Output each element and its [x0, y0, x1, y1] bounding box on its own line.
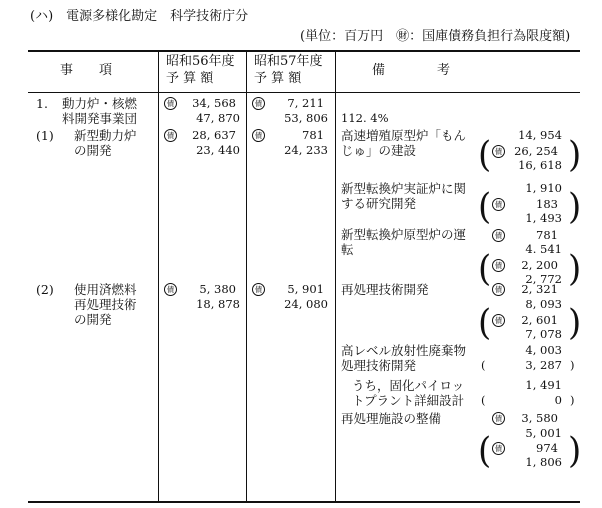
row1-1-fy56-kokusai: 債 28, 637	[164, 129, 236, 142]
remark-waste-v2: 3, 287	[525, 358, 562, 372]
row1-fy56-kokusai: 債 34, 568	[164, 97, 236, 110]
remark-atr-operation-line1: 新型転換炉原型炉の運	[341, 227, 467, 242]
row1-2-fy57-value: 24, 080	[284, 297, 328, 311]
remark-atr-operation-v1: 債 781	[492, 229, 558, 242]
kokusai-mark-icon: 債	[252, 283, 265, 296]
remark-fbr-v2: 債 26, 254	[492, 145, 558, 158]
kokusai-mark-icon: 債	[164, 129, 177, 142]
remark-pilot-line2: トプラント詳細設計	[352, 393, 465, 408]
header-bottom-rule	[28, 92, 580, 93]
row1-fy57-kokusai: 債 7, 211	[252, 97, 324, 110]
remark-facility-v4: 1, 806	[525, 455, 562, 469]
section-title: (ハ) 電源多様化勘定 科学技術庁分	[30, 9, 249, 24]
header-remarks: 備 考	[372, 63, 451, 78]
row1-1-fy56-value: 23, 440	[196, 143, 240, 157]
row1-1-label-line1: 新型動力炉	[74, 128, 137, 143]
row1-1-fy57-value: 24, 233	[284, 143, 328, 157]
kokusai-mark-icon: 債	[492, 314, 505, 327]
kokusai-mark-icon: 債	[252, 97, 265, 110]
paren-left-icon: (	[481, 358, 486, 372]
kokusai-mark-icon: 債	[164, 97, 177, 110]
remark-reprocessing-v3: 債 2, 601	[492, 314, 558, 327]
row1-fy57-value: 53, 806	[284, 111, 328, 125]
remark-facility-v3: 債 974	[492, 442, 558, 455]
remark-atr-research-v3: 1, 493	[525, 211, 562, 225]
paren-left-icon: (	[481, 393, 486, 407]
header-fy57-line2: 予 算 額	[254, 71, 302, 86]
remark-pilot-line1: うち，固化パイロッ	[352, 378, 465, 393]
remark-fbr-line2: じゅ」の建設	[341, 143, 417, 158]
remark-waste-v1: 4, 003	[525, 343, 562, 357]
units-note: (単位：百万円 ㊖：国庫債務負担行為限度額)	[300, 29, 571, 44]
header-fy56-line2: 予 算 額	[166, 71, 214, 86]
remark-pilot-v2: 0	[554, 393, 562, 407]
row1-number: 1.	[36, 96, 48, 111]
paren-left-icon: (	[478, 134, 492, 176]
remark-atr-research-v2: 債 183	[492, 198, 558, 211]
paren-right-icon: )	[570, 358, 575, 372]
remark-atr-operation-line2: 転	[341, 242, 354, 257]
remark-fbr-v3: 16, 618	[518, 158, 562, 172]
remark-pilot-v1: 1, 491	[525, 378, 562, 392]
remark-facility-line1: 再処理施設の整備	[341, 411, 442, 426]
paren-right-icon: )	[568, 186, 582, 228]
kokusai-mark-icon: 債	[492, 229, 505, 242]
col-divider-3	[335, 50, 336, 502]
kokusai-mark-icon: 債	[492, 198, 505, 211]
remark-fbr-v1: 14, 954	[518, 128, 562, 142]
row1-2-number: (2)	[36, 282, 54, 297]
paren-left-icon: (	[478, 302, 492, 344]
header-fy57-line1: 昭和57年度	[254, 54, 323, 69]
remark-reprocessing-v2: 8, 093	[525, 297, 562, 311]
remark-atr-operation-v3: 債 2, 200	[492, 259, 558, 272]
row1-1-number: (1)	[36, 128, 54, 143]
remark-facility-v2: 5, 001	[525, 426, 562, 440]
kokusai-mark-icon: 債	[492, 259, 505, 272]
col-divider-2	[246, 50, 247, 502]
remark-waste-line2: 処理技術開発	[341, 358, 417, 373]
row1-2-fy57-kokusai: 債 5, 901	[252, 283, 324, 296]
remark-waste-line1: 高レベル放射性廃棄物	[341, 343, 467, 358]
paren-right-icon: )	[568, 248, 582, 290]
remark-atr-research-line2: する研究開発	[341, 196, 417, 211]
paren-left-icon: (	[478, 186, 492, 228]
header-fy56-line1: 昭和56年度	[166, 54, 235, 69]
header-item: 事 項	[60, 63, 113, 78]
remark-atr-research-v1: 1, 910	[525, 181, 562, 195]
remark-atr-operation-v2: 4. 541	[525, 242, 562, 256]
remark-reprocessing-v1: 債 2, 321	[492, 283, 558, 296]
row1-1-label-line2: の開発	[74, 143, 112, 158]
remark-facility-v1: 債 3, 580	[492, 412, 558, 425]
paren-left-icon: (	[478, 248, 492, 290]
row1-label-line2: 料開発事業団	[62, 111, 138, 126]
row1-2-fy56-value: 18, 878	[196, 297, 240, 311]
kokusai-mark-icon: 債	[492, 412, 505, 425]
kokusai-mark-icon: 債	[492, 145, 505, 158]
row1-2-fy56-kokusai: 債 5, 380	[164, 283, 236, 296]
kokusai-mark-icon: 債	[252, 129, 265, 142]
kokusai-mark-icon: 債	[492, 283, 505, 296]
table-bottom-rule	[28, 501, 580, 503]
row1-ratio: 112. 4%	[341, 111, 389, 125]
row1-2-label-line2: 再処理技術	[74, 297, 137, 312]
remark-atr-operation-v4: 2, 772	[525, 272, 562, 286]
remark-reprocessing-line1: 再処理技術開発	[341, 282, 429, 297]
table-top-rule	[28, 50, 580, 52]
paren-right-icon: )	[568, 302, 582, 344]
paren-right-icon: )	[568, 430, 582, 472]
remark-atr-research-line1: 新型転換炉実証炉に関	[341, 181, 467, 196]
remark-reprocessing-v4: 7, 078	[525, 327, 562, 341]
col-divider-1	[158, 50, 159, 502]
row1-label-line1: 動力炉・核燃	[62, 96, 138, 111]
paren-right-icon: )	[570, 393, 575, 407]
row1-1-fy57-kokusai: 債 781	[252, 129, 324, 142]
kokusai-mark-icon: 債	[164, 283, 177, 296]
row1-fy56-value: 47, 870	[196, 111, 240, 125]
paren-left-icon: (	[478, 430, 492, 472]
row1-2-label-line3: の開発	[74, 312, 112, 327]
paren-right-icon: )	[568, 134, 582, 176]
kokusai-mark-icon: 債	[492, 442, 505, 455]
remark-fbr-line1: 高速増殖原型炉「もん	[341, 128, 467, 143]
row1-2-label-line1: 使用済燃料	[74, 282, 137, 297]
